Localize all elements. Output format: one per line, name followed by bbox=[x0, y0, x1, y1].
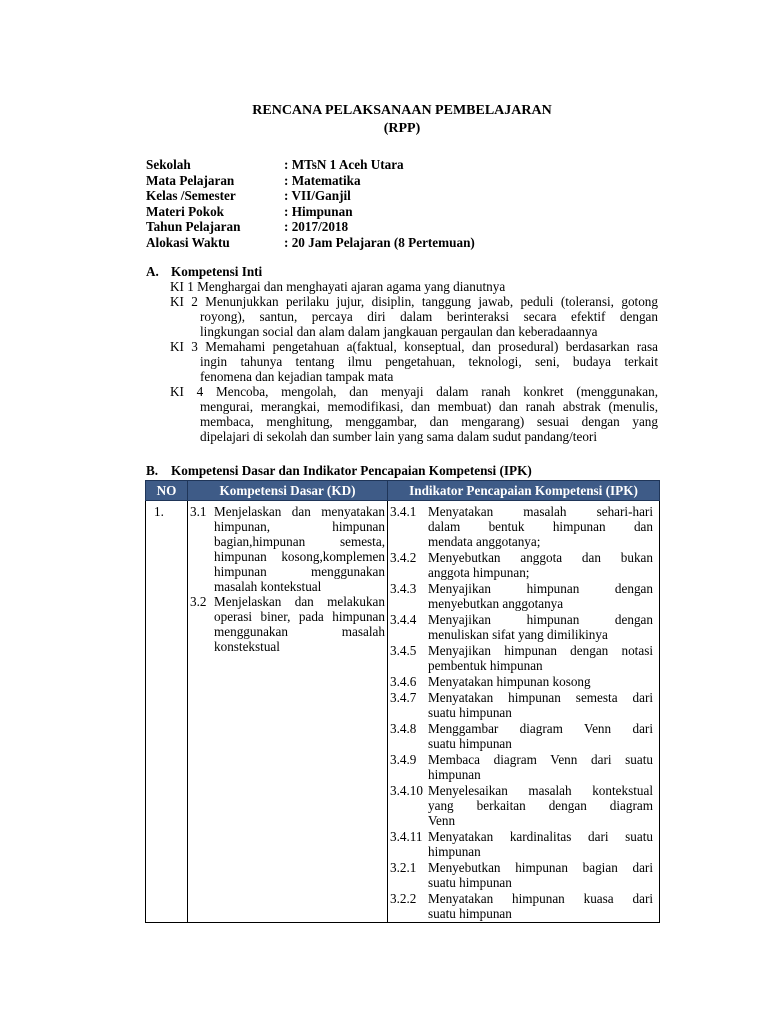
info-value: : MTsN 1 Aceh Utara bbox=[284, 157, 404, 172]
kd-text bbox=[214, 594, 387, 654]
ki-line: royong), santun, percaya diri dalam berinteraksi secara efektif dengan bbox=[200, 309, 658, 324]
ki-line: KI 2 Menunjukkan perilaku jujur, disiplin, tanggung jawab, peduli (toleransi, gotong bbox=[170, 294, 658, 309]
ipk-text bbox=[428, 829, 659, 859]
ipk-line: Menyatakan himpunan kosong bbox=[428, 674, 591, 689]
ipk-number: 3.4.8 bbox=[390, 721, 417, 736]
info-row bbox=[146, 173, 475, 189]
kd-item bbox=[188, 504, 387, 594]
info-label: Kelas /Semester bbox=[146, 188, 236, 203]
ipk-number: 3.4.10 bbox=[390, 783, 423, 798]
ipk-number: 3.4.5 bbox=[390, 643, 417, 658]
ipk-item bbox=[388, 690, 659, 720]
ipk-item bbox=[388, 891, 659, 921]
header-ipk: Indikator Pencapaian Kompetensi (IPK) bbox=[388, 481, 660, 501]
info-value: : VII/Ganjil bbox=[284, 188, 351, 203]
doc-subtitle: (RPP) bbox=[383, 121, 421, 136]
ipk-number: 3.2.2 bbox=[390, 891, 417, 906]
info-row bbox=[146, 157, 475, 173]
doc-title: RENCANA PELAKSANAAN PEMBELAJARAN bbox=[252, 103, 552, 118]
ki-line: KI 3 Memahami pengetahuan a(faktual, konseptual, dan prosedural) berdasarkan rasa bbox=[170, 339, 658, 354]
section-a-letter: A. bbox=[146, 264, 159, 279]
ipk-line: yang berkaitan dengan diagram bbox=[428, 798, 653, 813]
kd-line: Menjelaskan dan menyatakan bbox=[214, 504, 385, 519]
header-no: NO bbox=[146, 481, 188, 501]
ipk-line: himpunan bbox=[428, 844, 481, 859]
ipk-line: suatu himpunan bbox=[428, 705, 512, 720]
ipk-line: menuliskan sifat yang dimilikinya bbox=[428, 627, 608, 642]
ipk-line: himpunan bbox=[428, 767, 481, 782]
section-b-letter: B. bbox=[146, 463, 159, 478]
ipk-line: suatu himpunan bbox=[428, 906, 512, 921]
info-row bbox=[146, 235, 475, 251]
ipk-text bbox=[428, 550, 659, 580]
info-label: Tahun Pelajaran bbox=[146, 219, 241, 234]
kd-line: Menjelaskan dan melakukan bbox=[214, 594, 385, 609]
info-label: Alokasi Waktu bbox=[146, 234, 230, 250]
ki-line: lingkungan social dan alam dalam jangkauan pergaulan dan keberadaannya bbox=[200, 324, 598, 339]
ipk-text bbox=[428, 581, 659, 611]
ki-line: mengurai, merangkai, memodifikasi, dan membuat) dan ranah abstrak (menulis, bbox=[200, 399, 658, 414]
kd-line: bagian,himpunan semesta, bbox=[214, 534, 385, 549]
info-row bbox=[146, 219, 475, 235]
ipk-item bbox=[388, 612, 659, 642]
ipk-item bbox=[388, 752, 659, 782]
info-label: Materi Pokok bbox=[146, 203, 225, 219]
info-value: : 2017/2018 bbox=[284, 219, 349, 234]
info-value: : Matematika bbox=[284, 172, 361, 188]
ipk-text bbox=[428, 721, 659, 751]
ipk-line: suatu himpunan bbox=[428, 736, 512, 751]
info-label: Sekolah bbox=[146, 157, 191, 172]
section-a-title: Kompetensi Inti bbox=[171, 264, 263, 279]
kd-ipk-table bbox=[145, 480, 660, 923]
ipk-text bbox=[428, 690, 659, 720]
ipk-number: 3.4.11 bbox=[390, 829, 423, 844]
ipk-text bbox=[428, 643, 659, 673]
kd-number: 3.2 bbox=[190, 594, 207, 609]
ipk-line: Menyajikan himpunan dengan notasi bbox=[428, 643, 653, 658]
kd-line: masalah kontekstual bbox=[214, 579, 322, 594]
kd-line: konstekstual bbox=[214, 639, 280, 654]
ipk-item bbox=[388, 581, 659, 611]
ki-line: KI 4 Mencoba, mengolah, dan menyaji dalam ranah konkret (menggunakan, bbox=[170, 384, 658, 399]
kd-number: 3.1 bbox=[190, 504, 207, 519]
ipk-text bbox=[428, 860, 659, 890]
ipk-item bbox=[388, 721, 659, 751]
ipk-cell bbox=[388, 501, 660, 923]
table-header-row bbox=[146, 481, 660, 501]
ipk-line: anggota himpunan; bbox=[428, 565, 530, 580]
ki-line: KI 1 Menghargai dan menghayati ajaran agama yang dianutnya bbox=[170, 279, 506, 294]
ipk-number: 3.4.4 bbox=[390, 612, 417, 627]
ki-line: dipelajari di sekolah dan sumber lain yang sama dalam sudut pandang/teori bbox=[200, 429, 597, 444]
ipk-item bbox=[388, 504, 659, 549]
kd-cell bbox=[188, 501, 388, 923]
info-row bbox=[146, 188, 475, 204]
ipk-line: Menggambar diagram Venn dari bbox=[428, 721, 653, 736]
ipk-item bbox=[388, 550, 659, 580]
ipk-line: mendata anggotanya; bbox=[428, 534, 541, 549]
row-number: 1. bbox=[146, 501, 188, 923]
ipk-line: Menyebutkan himpunan bagian dari bbox=[428, 860, 653, 875]
ipk-line: menyebutkan anggotanya bbox=[428, 596, 564, 611]
kd-line: operasi biner, pada himpunan bbox=[214, 609, 385, 624]
ipk-text bbox=[428, 674, 659, 689]
ipk-item bbox=[388, 783, 659, 828]
section-b-title: Kompetensi Dasar dan Indikator Pencapaian Kompetensi (IPK) bbox=[171, 463, 532, 478]
ki-line: membaca, menghitung, menggambar, dan mengarang) sesuai dengan yang bbox=[200, 414, 658, 429]
ipk-item bbox=[388, 860, 659, 890]
ipk-text bbox=[428, 612, 659, 642]
kd-line: himpunan menggunakan bbox=[214, 564, 385, 579]
info-label: Mata Pelajaran bbox=[146, 172, 235, 188]
section-a-heading bbox=[146, 264, 262, 279]
ipk-line: Menyajikan himpunan dengan bbox=[428, 581, 653, 596]
ipk-number: 3.4.9 bbox=[390, 752, 417, 767]
ipk-line: Menyatakan himpunan semesta dari bbox=[428, 690, 653, 705]
ipk-text bbox=[428, 891, 659, 921]
ipk-line: suatu himpunan bbox=[428, 875, 512, 890]
kd-line: himpunan, himpunan bbox=[214, 519, 385, 534]
header-kd: Kompetensi Dasar (KD) bbox=[188, 481, 388, 501]
ki-line: fenomena dan kejadian tampak mata bbox=[200, 369, 394, 384]
ipk-item bbox=[388, 643, 659, 673]
ki-line: ingin tahunya tentang ilmu pengetahuan, teknologi, seni, budaya terkait bbox=[200, 354, 658, 369]
ipk-line: Menyelesaikan masalah kontekstual bbox=[428, 783, 653, 798]
ki-item bbox=[170, 384, 658, 444]
ipk-line: Venn bbox=[428, 813, 456, 828]
ipk-number: 3.2.1 bbox=[390, 860, 417, 875]
ki-item bbox=[170, 339, 658, 384]
info-block bbox=[146, 157, 475, 250]
ipk-text bbox=[428, 752, 659, 782]
section-b-heading bbox=[146, 463, 532, 478]
ipk-line: Menyebutkan anggota dan bukan bbox=[428, 550, 653, 565]
ipk-number: 3.4.6 bbox=[390, 674, 417, 689]
kd-line: menggunakan masalah bbox=[214, 624, 385, 639]
ki-item bbox=[170, 279, 658, 294]
ipk-line: dalam bentuk himpunan dan bbox=[428, 519, 653, 534]
info-value: : Himpunan bbox=[284, 203, 353, 219]
ipk-line: Membaca diagram Venn dari suatu bbox=[428, 752, 653, 767]
ipk-line: Menyatakan himpunan kuasa dari bbox=[428, 891, 653, 906]
ipk-number: 3.4.3 bbox=[390, 581, 417, 596]
ki-list bbox=[170, 279, 658, 444]
ipk-line: Menyatakan kardinalitas dari suatu bbox=[428, 829, 653, 844]
ipk-item bbox=[388, 829, 659, 859]
ipk-line: Menyajikan himpunan dengan bbox=[428, 612, 653, 627]
kd-text bbox=[214, 504, 387, 594]
ipk-item bbox=[388, 674, 659, 689]
ipk-text bbox=[428, 504, 659, 549]
ki-item bbox=[170, 294, 658, 339]
ipk-number: 3.4.1 bbox=[390, 504, 417, 519]
ipk-line: pembentuk himpunan bbox=[428, 658, 543, 673]
ipk-line: Menyatakan masalah sehari-hari bbox=[428, 504, 653, 519]
info-row bbox=[146, 204, 475, 220]
ipk-number: 3.4.7 bbox=[390, 690, 417, 705]
kd-item bbox=[188, 594, 387, 654]
table-row bbox=[146, 501, 660, 923]
kd-line: himpunan kosong,komplemen bbox=[214, 549, 385, 564]
ipk-number: 3.4.2 bbox=[390, 550, 417, 565]
info-value: : 20 Jam Pelajaran (8 Pertemuan) bbox=[284, 234, 475, 250]
ipk-text bbox=[428, 783, 659, 828]
